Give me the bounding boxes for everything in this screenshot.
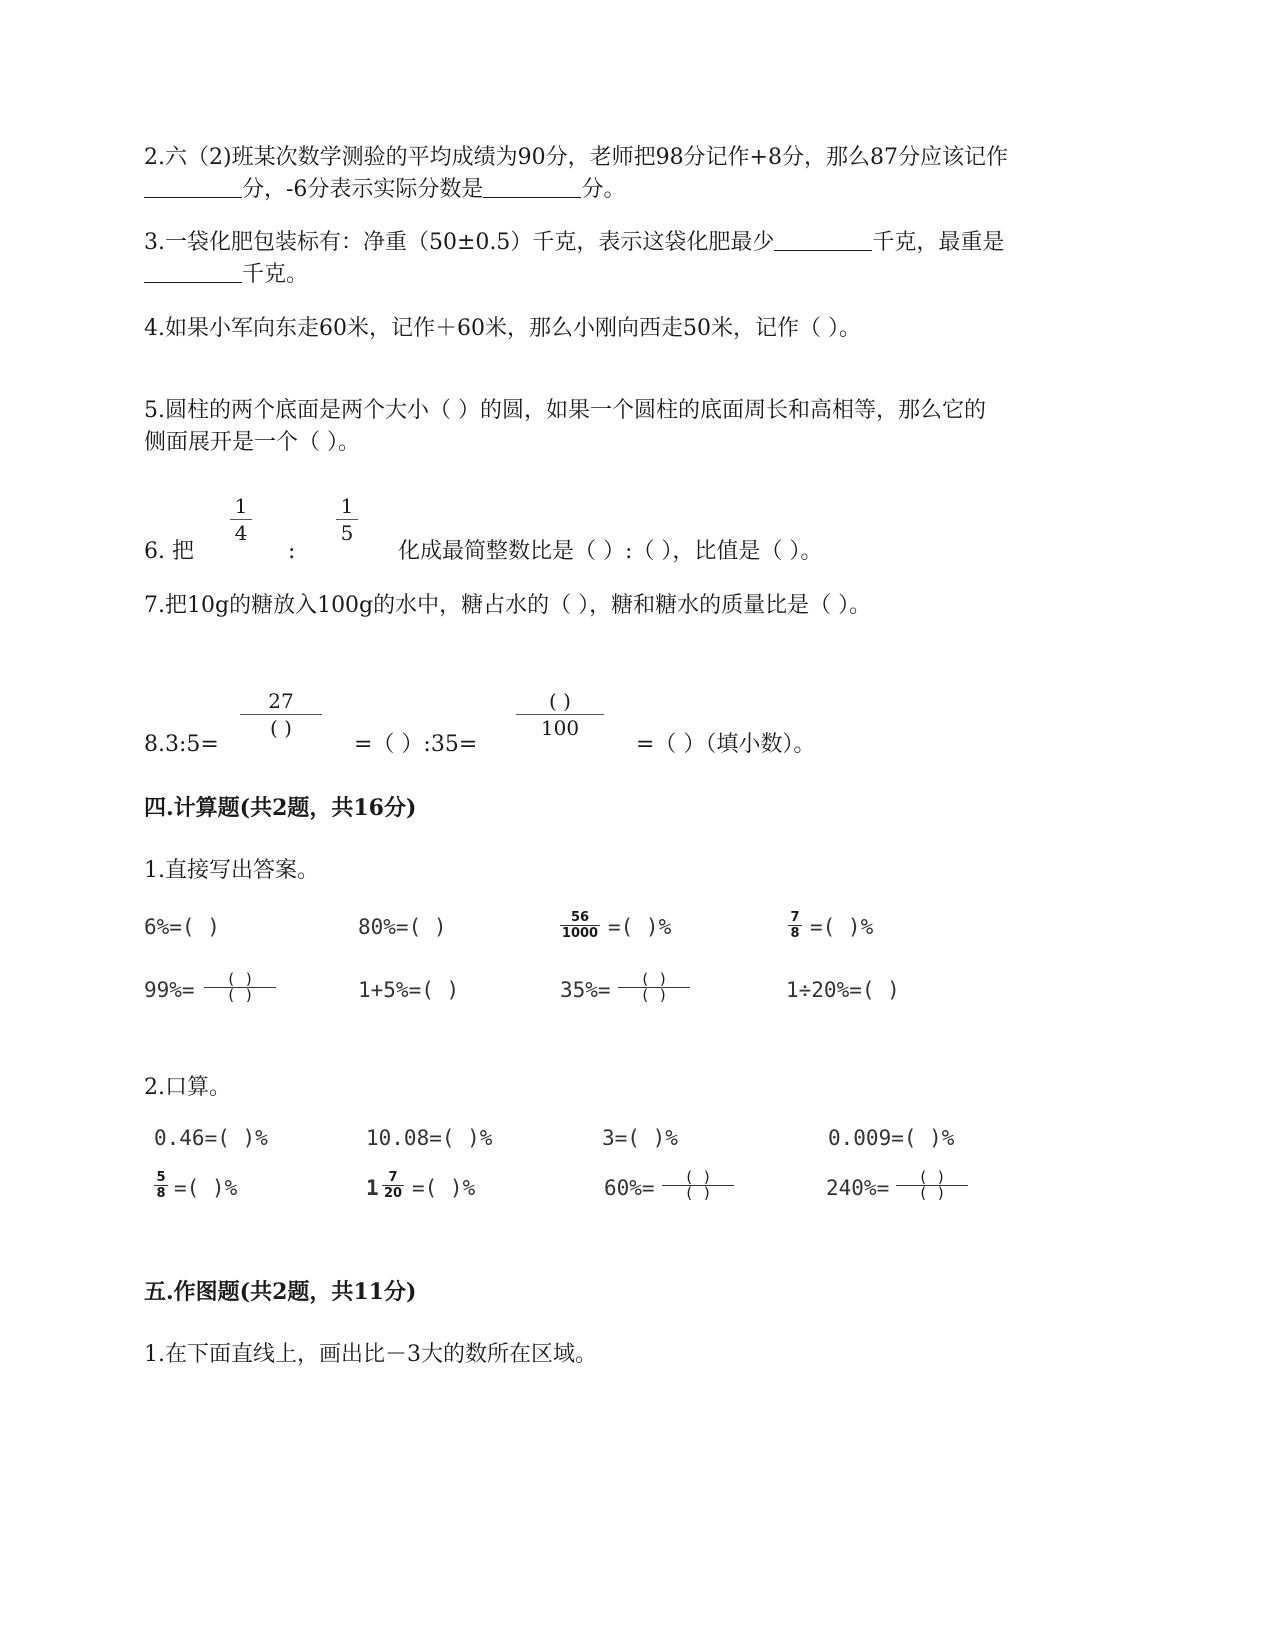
worksheet-page [144,0,1130,1650]
calc-item: =( )% [174,1176,238,1200]
paren-fraction: ( ) ( ) [204,972,276,1003]
question-2-line-1: 2.六（2)班某次数学测验的平均成绩为90分，老师把98分记作+8分，那么87分应该记作 [144,145,1008,170]
question-6-suffix: 化成最简整数比是（ ）:（ ），比值是（ ）。 [398,539,823,564]
answer-blank[interactable] [774,228,872,251]
fraction-27-over-blank: 27 ( ) [240,689,322,740]
calc-item: 35%= [560,978,611,1002]
fraction-7-over-8: 7 8 [788,910,802,941]
fraction-one-fifth: 1 5 [336,494,358,545]
question-5-line-1: 5.圆柱的两个底面是两个大小（ ）的圆，如果一个圆柱的底面周长和高相等，那么它的 [144,398,986,423]
calc-item: 99%= [144,978,195,1002]
calc-item: 60%= [604,1176,655,1200]
section-4-question-2: 2.口算。 [144,1075,231,1100]
calc-item: 240%= [826,1176,890,1200]
section-5-question-1: 1.在下面直线上，画出比－3大的数所在区域。 [144,1342,597,1367]
fraction-5-over-8: 5 8 [154,1170,168,1201]
calc-item: 6%=( ) [144,915,220,939]
section-5-heading: 五.作图题(共2题，共11分) [144,1279,417,1305]
calc-item: =( )% [412,1176,476,1200]
question-8-prefix: 8.3:5= [144,732,219,757]
section-4-heading: 四.计算题(共2题，共16分) [144,795,417,821]
calc-item: 0.009=( )% [828,1126,955,1150]
question-6-prefix: 6. 把 [144,539,194,564]
question-8-suffix: =（ ）（填小数）。 [636,732,816,757]
calc-item: =( )% [810,915,874,939]
fraction-56-over-1000: 56 1000 [561,910,599,941]
calc-item: 10.08=( )% [366,1126,493,1150]
question-3-line-2: 千克。 [144,259,308,291]
question-7: 7.把10g的糖放入100g的水中，糖占水的（ ），糖和糖水的质量比是（ ）。 [144,593,872,618]
answer-blank[interactable] [144,260,242,283]
answer-blank[interactable] [483,175,581,198]
calc-item: 80%=( ) [358,915,447,939]
calc-item: =( )% [608,915,672,939]
mixed-number-whole: 1 [366,1176,379,1200]
question-4: 4.如果小军向东走60米，记作＋60米，那么小刚向西走50米，记作（ ）。 [144,316,861,341]
fraction-7-over-20: 7 20 [383,1170,403,1201]
fraction-blank-over-100: ( ) 100 [516,689,604,740]
paren-fraction: ( ) ( ) [662,1170,734,1201]
calc-item: 0.46=( )% [154,1126,268,1150]
question-2-line-2: 分，-6分表示实际分数是 分。 [144,174,625,206]
paren-fraction: ( ) ( ) [618,972,690,1003]
question-5-line-2: 侧面展开是一个（ ）。 [144,430,360,455]
paren-fraction: ( ) ( ) [896,1170,968,1201]
section-4-question-1: 1.直接写出答案。 [144,858,319,883]
question-8-middle: =（ ）:35= [354,732,478,757]
calc-item: 1+5%=( ) [358,978,460,1002]
question-3-line-1: 3.一袋化肥包装标有：净重（50±0.5）千克，表示这袋化肥最少 千克，最重是 [144,230,1005,255]
ratio-colon: : [288,539,296,564]
fraction-one-quarter: 1 4 [230,494,252,545]
calc-item: 3=( )% [602,1126,678,1150]
calc-item: 1÷20%=( ) [786,978,900,1002]
answer-blank[interactable] [144,175,242,198]
